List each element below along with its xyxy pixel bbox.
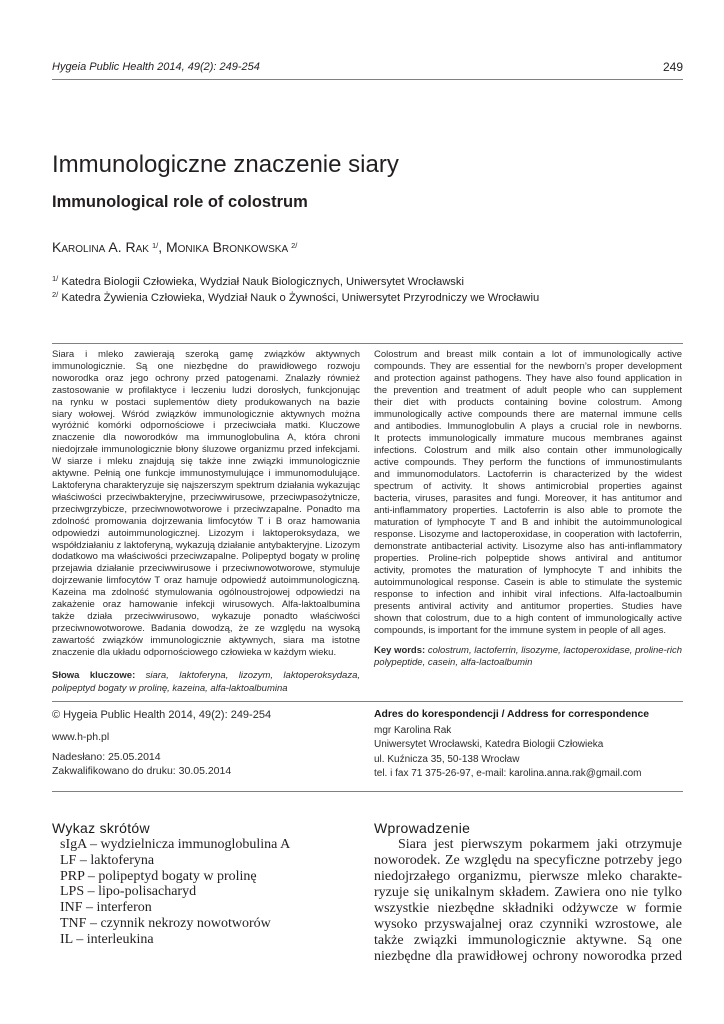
abstract-line: anti-inflammatory properties. Lactoferrin is also able to promote the <box>374 505 682 516</box>
abbreviation-item: LF – laktoferyna <box>60 852 155 868</box>
abstract-line: niedojrzałe immunologicznie błony śluzowe organizmu przed infekcjami. <box>52 444 360 456</box>
abstract-line: także działa przeciwwirusowo, wykazuje ponadto właściwości <box>52 610 360 622</box>
abstract-line: wyróżnić komórki odpornościowe i przeciwciała matki. Kluczowe <box>52 420 360 432</box>
abstract-line: response. Lisozyme and lactoperoxidase, in cooperation with lactoferrin, <box>374 529 682 540</box>
abstract-line: zdolność promowania dojrzewania limfocytów T i B oraz hamowania <box>52 515 360 527</box>
affiliation-text: Katedra Biologii Człowieka, Wydział Nauk Biologicznych, Uniwersytet Wrocławski <box>61 276 464 288</box>
affiliation-mark: 1/ <box>52 274 59 283</box>
abstract-line: zawartość związków immunologicznie aktywnych, siara ma istotne <box>52 634 360 646</box>
introduction-line: ryzuje się unikalnym składem. Zawiera ono nie tylko <box>374 885 682 900</box>
affiliation-mark: 2/ <box>52 290 59 299</box>
abstract-line: przeciwnowotworowe. Badania dowodzą, że ze względu na wysoką <box>52 622 360 634</box>
website-link[interactable]: www.h-ph.pl <box>52 731 110 743</box>
affiliation-item <box>52 290 539 306</box>
abbreviation-item: INF – interferon <box>60 900 152 916</box>
section-divider <box>52 791 683 792</box>
author-name: Monika Bronkowska <box>165 239 289 255</box>
abstract-line: shown that colostrum, due to a high content of immunologically active <box>374 613 682 624</box>
introduction-line: niezbędne dla prawidłowej ochrony noworodka przed <box>374 949 682 964</box>
abstract-line: noworodka oraz jego ochrony przed patogenami. Znalazły również <box>52 372 360 384</box>
author-name: Karolina A. Rak <box>52 239 149 255</box>
abstract-line: autoimmunological response. Casein is able to stimulate the systemic <box>374 577 682 588</box>
abstract-line: compounds, is important for the immune system in people of all ages. <box>374 625 667 636</box>
abstract-line: and immunomodulators. Lactoferrin is characterized by the widest <box>374 469 682 480</box>
abstract-line: immunologicznie. Są one niezbędne do prawidłowego rozwoju <box>52 360 360 372</box>
abstract-line: response to infection and inhibit viral infections. Alfa-lactoalbumin <box>374 589 682 600</box>
abbreviation-item: IL – interleukina <box>60 931 154 947</box>
introduction-heading: Wprowadzenie <box>374 820 471 836</box>
correspondence-body <box>374 724 682 781</box>
affiliation-item <box>52 274 539 290</box>
abstract-line: znaczenie dla noworodków ma immunoglobulina A, która chroni <box>52 432 360 444</box>
page-number: 249 <box>662 60 683 74</box>
abstract-line: It protects immunologically immature mucous membranes against <box>374 433 682 444</box>
abstract-top-divider <box>52 343 683 344</box>
abstract-line: their diet with products containing bovine colostrum. Among <box>374 397 682 408</box>
author-affiliation-mark: 1/ <box>151 241 159 250</box>
abbreviations-list <box>60 837 290 948</box>
journal-reference: Hygeia Public Health 2014, 49(2): 249-254 <box>52 61 260 73</box>
abstract-line: zastosowanie w profilaktyce i leczeniu ludzi dorosłych, funkcjonując <box>52 384 360 396</box>
keywords-label: Key words: <box>374 645 426 656</box>
affiliation-text: Katedra Żywienia Człowieka, Wydział Nauk o Żywności, Uniwersytet Przyrodniczy we Wrocławiu <box>61 292 540 304</box>
abstract-line: współdziałaniu z laktoferyną, wykazują działanie antybakteryjne. Lizozym <box>52 539 360 551</box>
abstract-polish <box>52 349 360 659</box>
abstract-line: immunologically active compounds there are maternal immune cells <box>374 409 682 420</box>
abbreviations-heading: Wykaz skrótów <box>52 820 150 836</box>
abstract-line: infections. Colostrum and milk also contain other immunologically <box>374 445 682 456</box>
correspondence-street: ul. Kuźnicza 35, 50-138 Wrocław <box>374 753 520 765</box>
email-link[interactable]: karolina.anna.rak@gmail.com <box>509 767 642 779</box>
correspondence-name: mgr Karolina Rak <box>374 725 452 736</box>
abstract-line: zakażenie oraz hamowanie infekcji wirusowych. Alfa-laktoalbumina <box>52 599 360 611</box>
keywords-text: siara, laktoferyna, lizozym, laktoperoksydaza, <box>145 670 360 681</box>
introduction-line: noworodek. Ze względu na specyficzne potrzeby jego <box>374 853 682 868</box>
abstract-line: przejawia działanie przeciwwirusowe i przeciwnowotworowe, stymuluje <box>52 563 360 575</box>
publication-info <box>52 708 360 780</box>
abbreviation-item: PRP – polipeptyd bogaty w prolinę <box>60 868 257 884</box>
header-divider <box>52 79 683 80</box>
keywords-label: Słowa kluczowe: <box>52 670 136 681</box>
abstract-line: and antibodies. Immunoglobulin A plays a crucial role in newborns. <box>374 421 682 432</box>
abbreviation-item: sIgA – wydzielnicza immunoglobulina A <box>60 837 291 852</box>
keywords-line <box>52 670 360 683</box>
correspondence <box>374 707 682 781</box>
introduction-line: wszystkie niezbędne składniki odżywcze w formie <box>374 901 682 916</box>
introduction-line: niedojrzałego organizmu, pierwsze mleko charakte- <box>374 869 682 884</box>
accepted-date: Zakwalifikowano do druku: 30.05.2014 <box>52 765 232 777</box>
correspondence-institution: Uniwersytet Wrocławski, Katedra Biologii Człowieka <box>374 739 604 751</box>
affiliation-list <box>52 274 539 306</box>
abstract-line: znaczenie dla układu odpornościowego człowieka w każdym wieku. <box>52 646 337 658</box>
abstract-line: and protection against pathogens. They have also found application in <box>374 373 682 384</box>
abstract-line: siary wołowej. Wśród związków immunologicznie aktywnych można <box>52 408 360 420</box>
abstract-line: Siara i mleko zawierają szeroką gamę związków aktywnych <box>52 349 360 360</box>
abstract-english <box>374 349 682 637</box>
abbreviation-item: TNF – czynnik nekrozy nowotworów <box>60 915 271 931</box>
abstract-line: przeciwgrzybicze, przeciwnowotworowe i przeciwzapalne. Ponadto ma <box>52 503 360 515</box>
abstract-line: Kazeina ma zdolność stymulowania ogólnoustrojowej odpowiedzi na <box>52 587 360 599</box>
keywords-line: polypeptide, casein, alfa-lactoalbumin <box>374 657 533 668</box>
abstract-line: Colostrum and breast milk contain a lot of immunologically active <box>374 349 682 360</box>
abstract-line: bacteria, viruses, parasites and fungi. Moreover, it has antitumor and <box>374 493 682 504</box>
keywords-line: polipeptyd bogaty w prolinę, kazeina, alfa-laktoalbumina <box>52 682 288 694</box>
abstract-line: maturation of lymphocyte T and B and inhibit the autoimmunological <box>374 517 682 528</box>
abstract-line: properties. Proline-rich polpeptide shows antiviral and antitumor <box>374 553 682 564</box>
abstract-line: na rynku w postaci suplementów diety produkowanych na bazie <box>52 396 360 408</box>
introduction-line: także związki immunologicznie aktywne. Są one <box>374 933 682 948</box>
received-date: Nadesłano: 25.05.2014 <box>52 751 161 763</box>
abstract-line: demonstrate antibacterial activity. Lisozyme also has anti-inflammatory <box>374 541 682 552</box>
author-list <box>52 238 297 256</box>
keywords-polish <box>52 670 360 695</box>
abstract-line: compounds. They are essential for the newborn’s proper development <box>374 361 682 372</box>
keywords-text: colostrum, lactoferrin, lisozyme, lactoperoxidase, proline-rich <box>427 645 682 656</box>
abstract-line: active compounds. They perform the functions of immunostimulants <box>374 457 682 468</box>
keywords-english <box>374 645 682 669</box>
abstract-line: właściwości przeciwbakteryjne, przeciwwirusowe, przeciwpasożytnicze, <box>52 491 360 503</box>
article-subtitle: Immunological role of colostrum <box>52 193 308 211</box>
article-title: Immunologiczne znaczenie siary <box>52 151 399 178</box>
abstract-line: presents antiviral activity and antitumor properties. Studies have <box>374 601 682 612</box>
abstract-line: spectrum of activity. It shows antimicrobial properties against <box>374 481 682 492</box>
introduction-body <box>374 837 682 965</box>
keywords-line <box>374 645 682 657</box>
abstract-line: odpowiedzi autoimmunologicznej. Lizozym i laktoperoksydaza, we <box>52 527 360 539</box>
abstract-bottom-divider <box>52 701 683 702</box>
abstract-line: dojrzewanie limfocytów T oraz hamuje odpowiedź autoimmunologiczną. <box>52 575 360 587</box>
abstract-line: Laktoferyna charakteryzuje się najszerszym spektrum działania wykazując <box>52 479 360 491</box>
running-header <box>52 60 683 75</box>
correspondence-contact <box>374 767 682 781</box>
author-separator: , <box>158 239 163 255</box>
abstract-line: dodatkowo ma właściwości przeciwzapalne. Polipeptyd bogaty w prolinę <box>52 551 360 563</box>
abstract-line: W siarze i mleku znajdują się także inne związki immunologicznie <box>52 456 360 468</box>
copyright-line: © Hygeia Public Health 2014, 49(2): 249-254 <box>52 709 272 721</box>
introduction-line: Siara jest pierwszym pokarmem jaki otrzymuje <box>398 837 682 852</box>
introduction-line: wysoko przyswajalnej oraz czynniki wzrostowe, ale <box>374 917 682 932</box>
abstract-line: aktywne. Pełnią one funkcje immunostymulujące i immunomodulujące. <box>52 468 360 480</box>
abbreviation-item: LPS – lipo-polisacharyd <box>60 884 197 900</box>
correspondence-heading: Adres do korespondencji / Address for correspondence <box>374 709 650 720</box>
abstract-line: activity, promotes the maturation of lymphocyte T and inhibits the <box>374 565 682 576</box>
abstract-line: the prevention and treatment of adult people who can supplement <box>374 385 682 396</box>
phone-fax: tel. i fax 71 375-26-97, e-mail: <box>374 767 507 779</box>
author-affiliation-mark: 2/ <box>291 241 298 250</box>
